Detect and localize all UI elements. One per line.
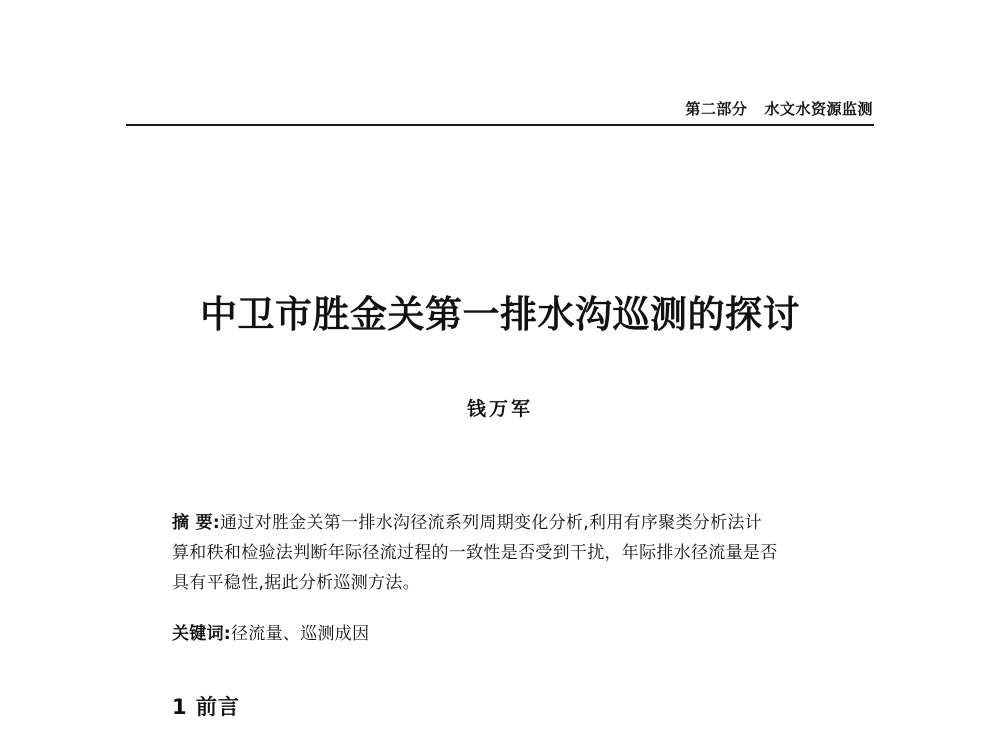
abstract-line (172, 508, 832, 538)
article-title: 中卫市胜金关第一排水沟巡测的探讨 (200, 292, 800, 336)
abstract-line: 具有平稳性,据此分析巡测方法。 (172, 573, 420, 593)
section-heading: 1 前言 (172, 695, 240, 719)
keywords-label: 关键词: (172, 624, 231, 644)
running-header: 第二部分 水文水资源监测 (685, 100, 873, 118)
author-name: 钱万军 (466, 398, 533, 420)
keywords-text: 径流量、巡测成因 (231, 624, 370, 644)
abstract-line: 算和秩和检验法判断年际径流过程的一致性是否受到干扰，年际排水径流量是否 (172, 543, 778, 563)
abstract (172, 508, 832, 598)
abstract-label: 摘 要: (172, 513, 220, 533)
keywords (172, 619, 369, 649)
header-rule (126, 124, 874, 126)
abstract-text: 通过对胜金关第一排水沟径流系列周期变化分析,利用有序聚类分析法计 (219, 513, 762, 533)
